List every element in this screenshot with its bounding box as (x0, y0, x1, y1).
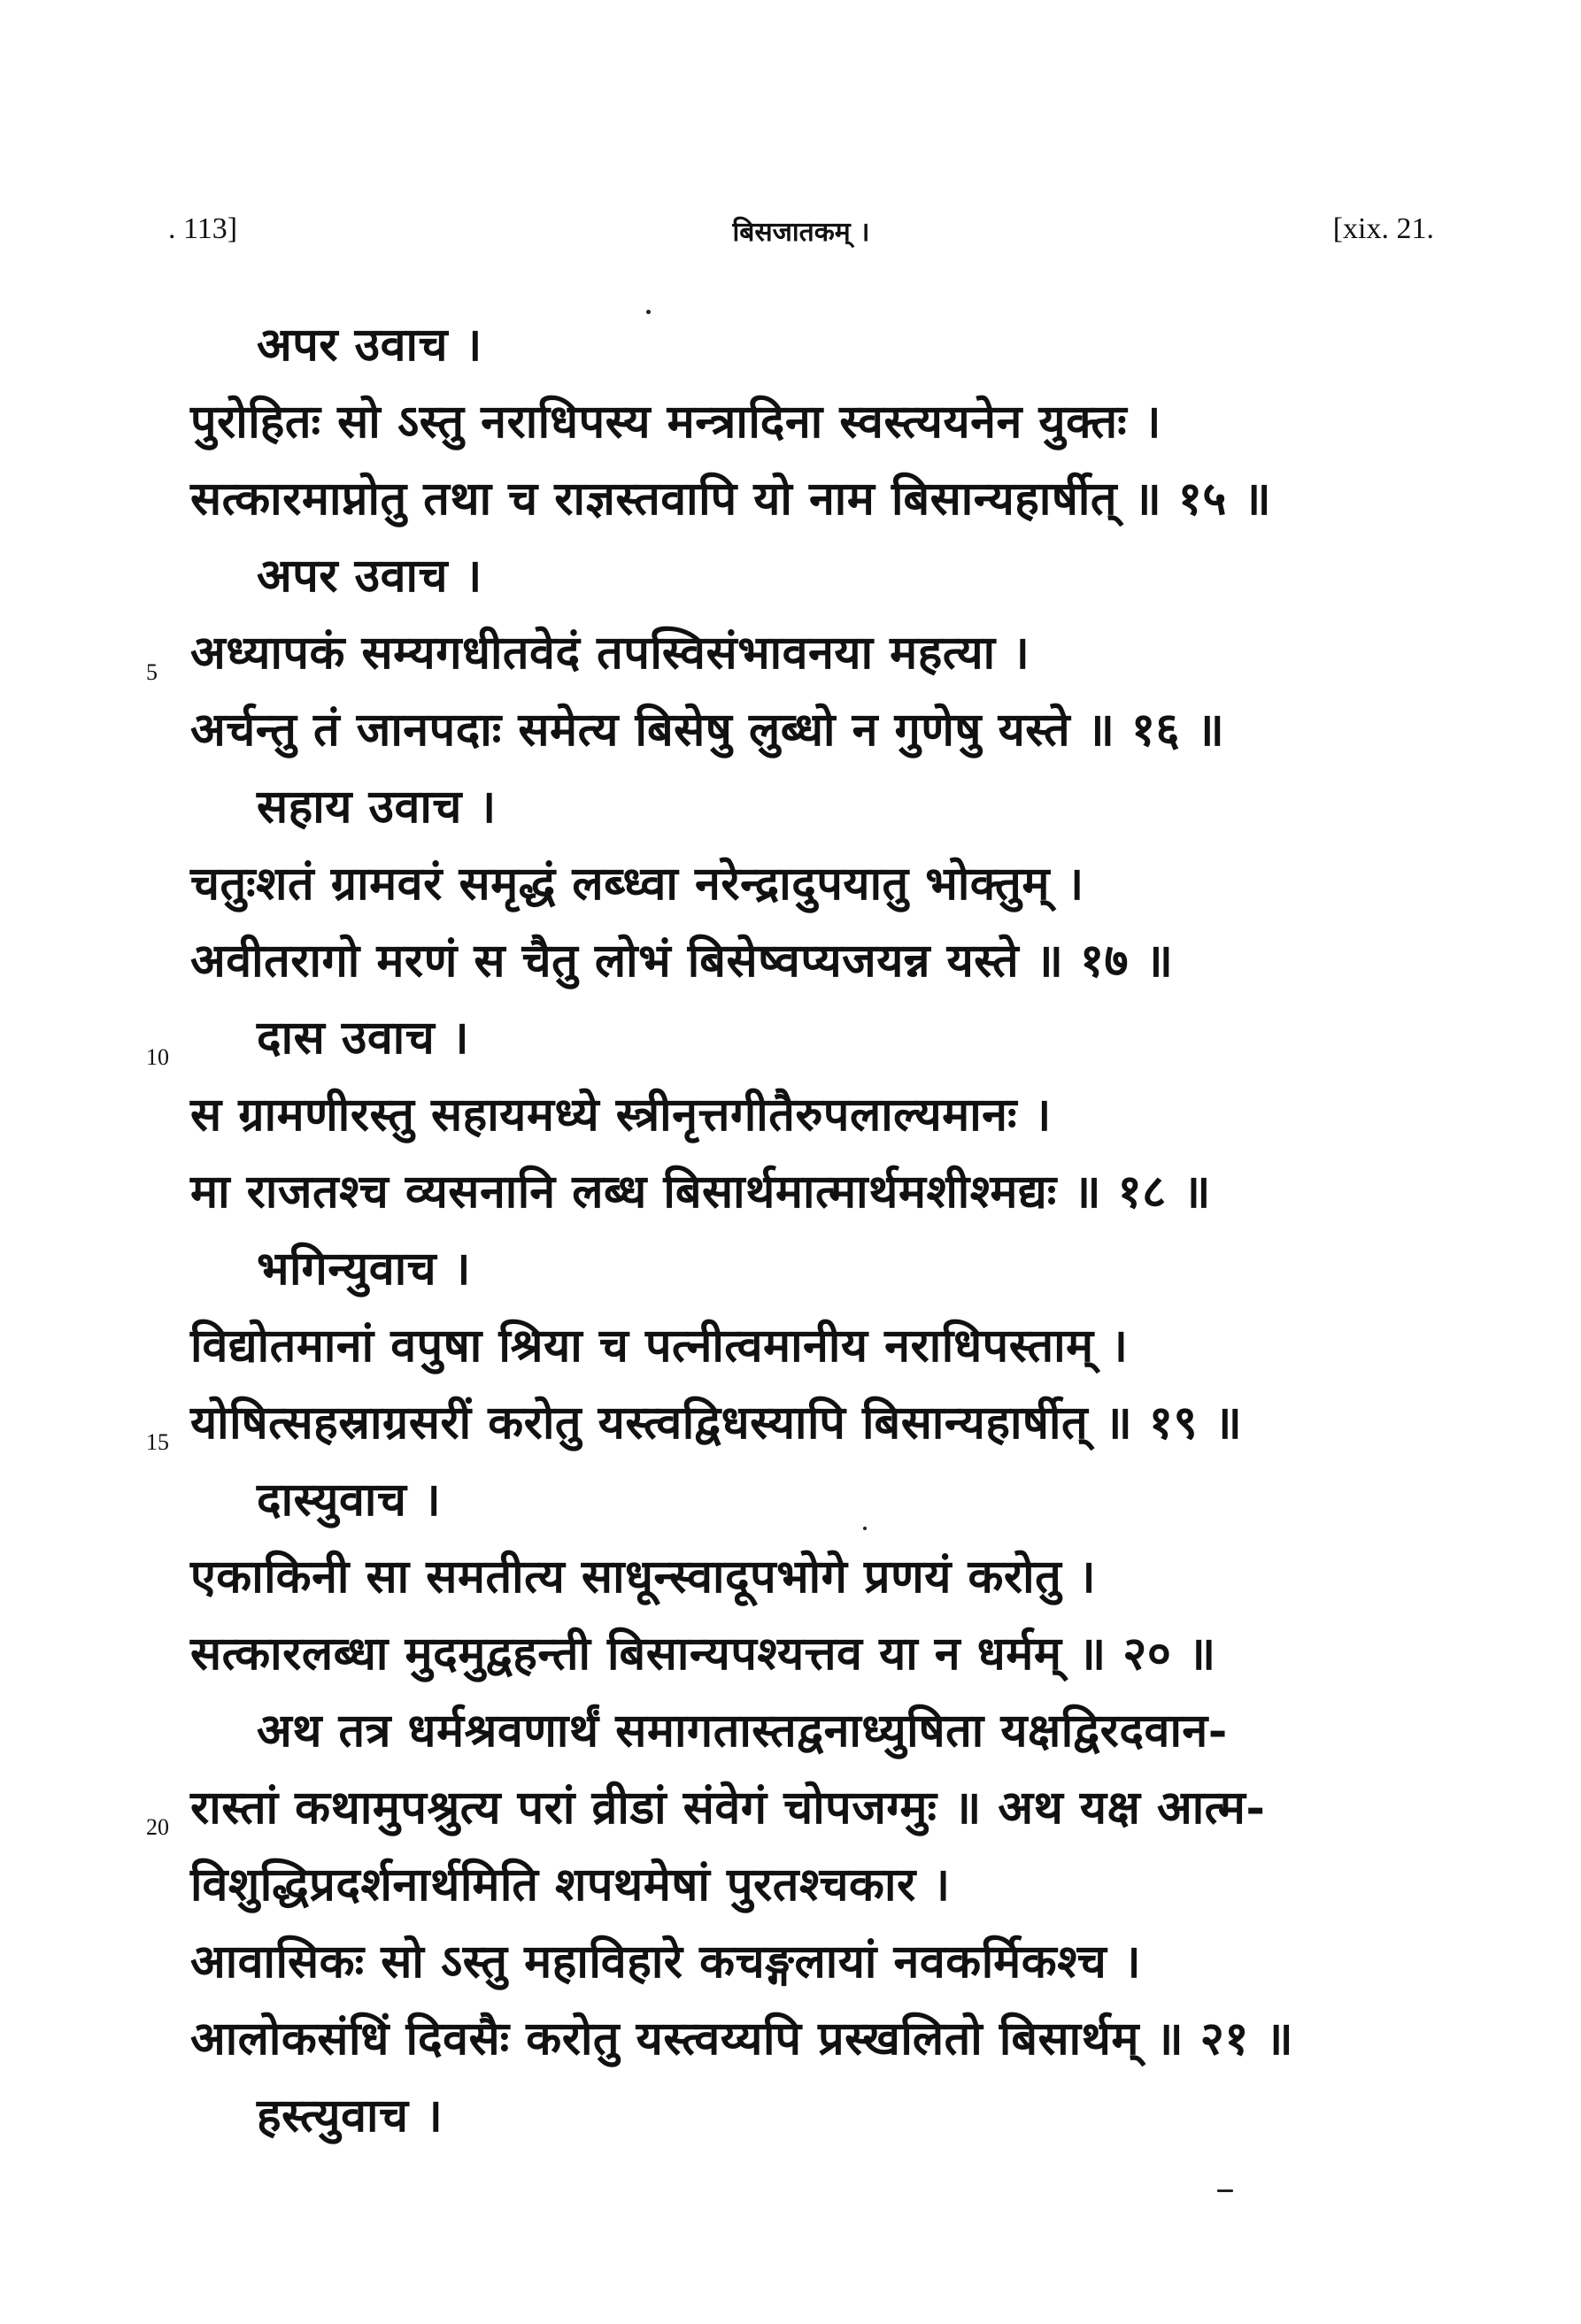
verse-line: मा राजतश्च व्यसनानि लब्ध बिसार्थमात्मार्थमशीश्मद्यः ॥ १८ ॥ (190, 1165, 1211, 1219)
line-number: 20 (146, 1814, 169, 1840)
verse-line: योषित्सहस्राग्रसरीं करोतु यस्त्वद्विधस्यापि बिसान्यहार्षीत् ॥ १९ ॥ (190, 1396, 1243, 1450)
page-number: . 113] (168, 212, 238, 245)
running-header (168, 212, 1434, 257)
verse-line: सत्कारमाप्नोतु तथा च राज्ञस्तवापि यो नाम बिसान्यहार्षीत् ॥ १५ ॥ (190, 472, 1272, 526)
print-speck (646, 310, 651, 314)
speaker-heading: हस्त्युवाच । (257, 2089, 443, 2143)
line-number: 15 (146, 1429, 169, 1455)
line-number: 5 (146, 659, 158, 685)
verse-line: अर्चन्तु तं जानपदाः समेत्य बिसेषु लुब्धो न गुणेषु यस्ते ॥ १६ ॥ (190, 703, 1225, 757)
speaker-heading: भगिन्युवाच । (257, 1242, 472, 1296)
section-reference: [xix. 21. (1332, 212, 1434, 245)
verse-line: स ग्रामणीरस्तु सहायमध्ये स्त्रीनृत्तगीतैरुपलाल्यमानः । (190, 1088, 1052, 1142)
line-number: 10 (146, 1044, 169, 1070)
verse-line: आलोकसंधिं दिवसैः करोतु यस्त्वय्यपि प्रस्खलितो बिसार्थम् ॥ २१ ॥ (190, 2012, 1294, 2066)
running-title: बिसजातकम् । (732, 217, 870, 248)
verse-line: एकाकिनी सा समतीत्य साधून्स्वादूपभोगे प्रणयं करोतु । (190, 1550, 1097, 1604)
speaker-heading: दास उवाच । (257, 1011, 470, 1065)
print-speck (1217, 2189, 1233, 2192)
speaker-heading: अपर उवाच । (257, 549, 482, 603)
verse-line: अवीतरागो मरणं स चैतु लोभं बिसेष्वप्यजयन्न यस्ते ॥ १७ ॥ (190, 934, 1174, 988)
prose-line: अथ तत्र धर्मश्रवणार्थं समागतास्तद्वनाध्युषिता यक्षद्विरदवान- (257, 1704, 1228, 1758)
print-speck (863, 1527, 867, 1530)
prose-line: रास्तां कथामुपश्रुत्य परां व्रीडां संवेगं चोपजग्मुः ॥ अथ यक्ष आत्म- (190, 1781, 1266, 1835)
verse-line: पुरोहितः सो ऽस्तु नराधिपस्य मन्त्रादिना स्वस्त्ययनेन युक्तः । (190, 395, 1161, 449)
speaker-heading: अपर उवाच । (257, 318, 482, 372)
verse-line: अध्यापकं सम्यगधीतवेदं तपस्विसंभावनया महत्या । (190, 626, 1030, 680)
verse-line: चतुःशतं ग्रामवरं समृद्धं लब्ध्वा नरेन्द्रादुपयातु भोक्तुम् । (190, 857, 1084, 911)
speaker-heading: दास्युवाच । (257, 1473, 442, 1527)
verse-line: आवासिकः सो ऽस्तु महाविहारे कचङ्गलायां नवकर्मिकश्च । (190, 1935, 1142, 1989)
speaker-heading: सहाय उवाच । (257, 780, 497, 834)
verse-line: सत्कारलब्धा मुदमुद्वहन्ती बिसान्यपश्यत्तव या न धर्मम् ॥ २० ॥ (190, 1627, 1216, 1681)
verse-line: विद्योतमानां वपुषा श्रिया च पत्नीत्वमानीय नराधिपस्ताम् । (190, 1319, 1129, 1373)
prose-line: विशुद्धिप्रदर्शनार्थमिति शपथमेषां पुरतश्चकार । (190, 1858, 951, 1912)
